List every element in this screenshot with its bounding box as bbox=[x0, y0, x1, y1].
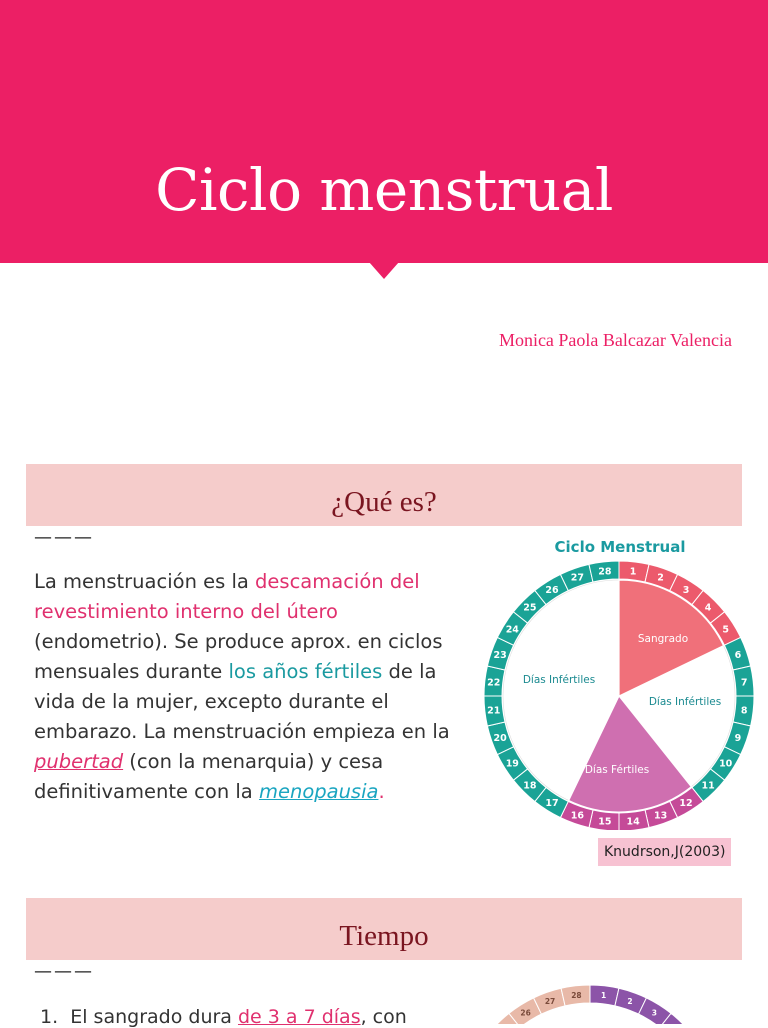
day-label: 2 bbox=[657, 572, 664, 584]
day-label: 10 bbox=[719, 758, 733, 770]
text-run: , con bbox=[360, 1006, 407, 1028]
page-title: Ciclo menstrual bbox=[155, 156, 613, 224]
segment-label: Días Infértiles bbox=[522, 674, 596, 686]
day-label: 18 bbox=[523, 780, 537, 792]
day-label: 27 bbox=[570, 572, 585, 584]
day-label: 12 bbox=[679, 798, 693, 810]
definition-paragraph bbox=[34, 567, 464, 807]
list-item bbox=[40, 1006, 407, 1028]
link-pubertad[interactable]: pubertad bbox=[34, 750, 124, 773]
day-label: 26 bbox=[520, 1008, 531, 1018]
highlight-descamacion: descamación del revestimiento interno del útero bbox=[34, 570, 420, 623]
day-label: 5 bbox=[722, 624, 729, 636]
section-divider: ——— bbox=[34, 961, 94, 982]
list-number: 1. bbox=[40, 1006, 59, 1028]
day-label: 1 bbox=[600, 990, 607, 1000]
day-label: 21 bbox=[487, 705, 501, 717]
day-label: 25 bbox=[523, 602, 537, 614]
day-label: 20 bbox=[493, 733, 507, 745]
day-label: 22 bbox=[487, 677, 501, 689]
section-title-que-es: ¿Qué es? bbox=[331, 486, 437, 518]
highlight-anos-fertiles: los años fértiles bbox=[228, 660, 383, 683]
day-label: 16 bbox=[570, 810, 585, 822]
section-title-tiempo: Tiempo bbox=[339, 920, 429, 952]
day-label: 9 bbox=[734, 733, 742, 745]
text-run: (con la menarquia) y cesa definitivamente con la bbox=[34, 750, 384, 803]
highlight-duration[interactable]: de 3 a 7 días bbox=[237, 1006, 361, 1028]
day-label: 27 bbox=[544, 996, 556, 1006]
title-notch bbox=[369, 262, 399, 279]
text-run: . bbox=[378, 780, 385, 803]
section-divider: ——— bbox=[34, 527, 94, 548]
diagram-title: Ciclo Menstrual bbox=[554, 538, 686, 556]
day-label: 15 bbox=[598, 816, 612, 828]
day-label: 3 bbox=[651, 1008, 657, 1018]
day-label: 1 bbox=[629, 566, 637, 578]
day-ring-partial bbox=[480, 985, 717, 1024]
segment-label: Sangrado bbox=[637, 633, 689, 645]
text-run: La menstruación es la bbox=[34, 570, 256, 593]
day-label: 13 bbox=[653, 810, 668, 822]
day-label: 23 bbox=[493, 649, 507, 661]
day-label: 28 bbox=[598, 566, 612, 578]
day-label: 14 bbox=[626, 816, 640, 828]
day-label: 19 bbox=[505, 758, 519, 770]
text-run: (endometrio). Se produce aprox. en ciclos mensuales durante bbox=[34, 630, 443, 683]
segment-label: Días Fértiles bbox=[584, 764, 650, 776]
day-label: 3 bbox=[682, 584, 690, 596]
day-label: 26 bbox=[545, 584, 559, 596]
day-label: 17 bbox=[545, 798, 559, 810]
day-label: 4 bbox=[704, 602, 712, 614]
cycle-diagram-partial bbox=[480, 970, 740, 1024]
segment-pie bbox=[503, 580, 735, 812]
text-run: El sangrado dura bbox=[70, 1006, 238, 1028]
day-label: 7 bbox=[740, 677, 748, 689]
day-label: 2 bbox=[627, 996, 633, 1006]
text-run: de la vida de la mujer, excepto durante el embarazo. La menstruación empieza en la bbox=[34, 660, 450, 743]
cycle-diagram bbox=[482, 530, 762, 830]
day-label: 28 bbox=[571, 990, 582, 1000]
day-label: 8 bbox=[740, 705, 748, 717]
day-label: 24 bbox=[505, 624, 519, 636]
day-label: 11 bbox=[701, 780, 715, 792]
day-label: 6 bbox=[734, 649, 742, 661]
link-menopausia[interactable]: menopausia bbox=[258, 780, 379, 803]
citation: Knudrson,J(2003) bbox=[598, 838, 731, 866]
author-name: Monica Paola Balcazar Valencia bbox=[498, 330, 732, 350]
segment-label: Días Infértiles bbox=[648, 696, 722, 708]
